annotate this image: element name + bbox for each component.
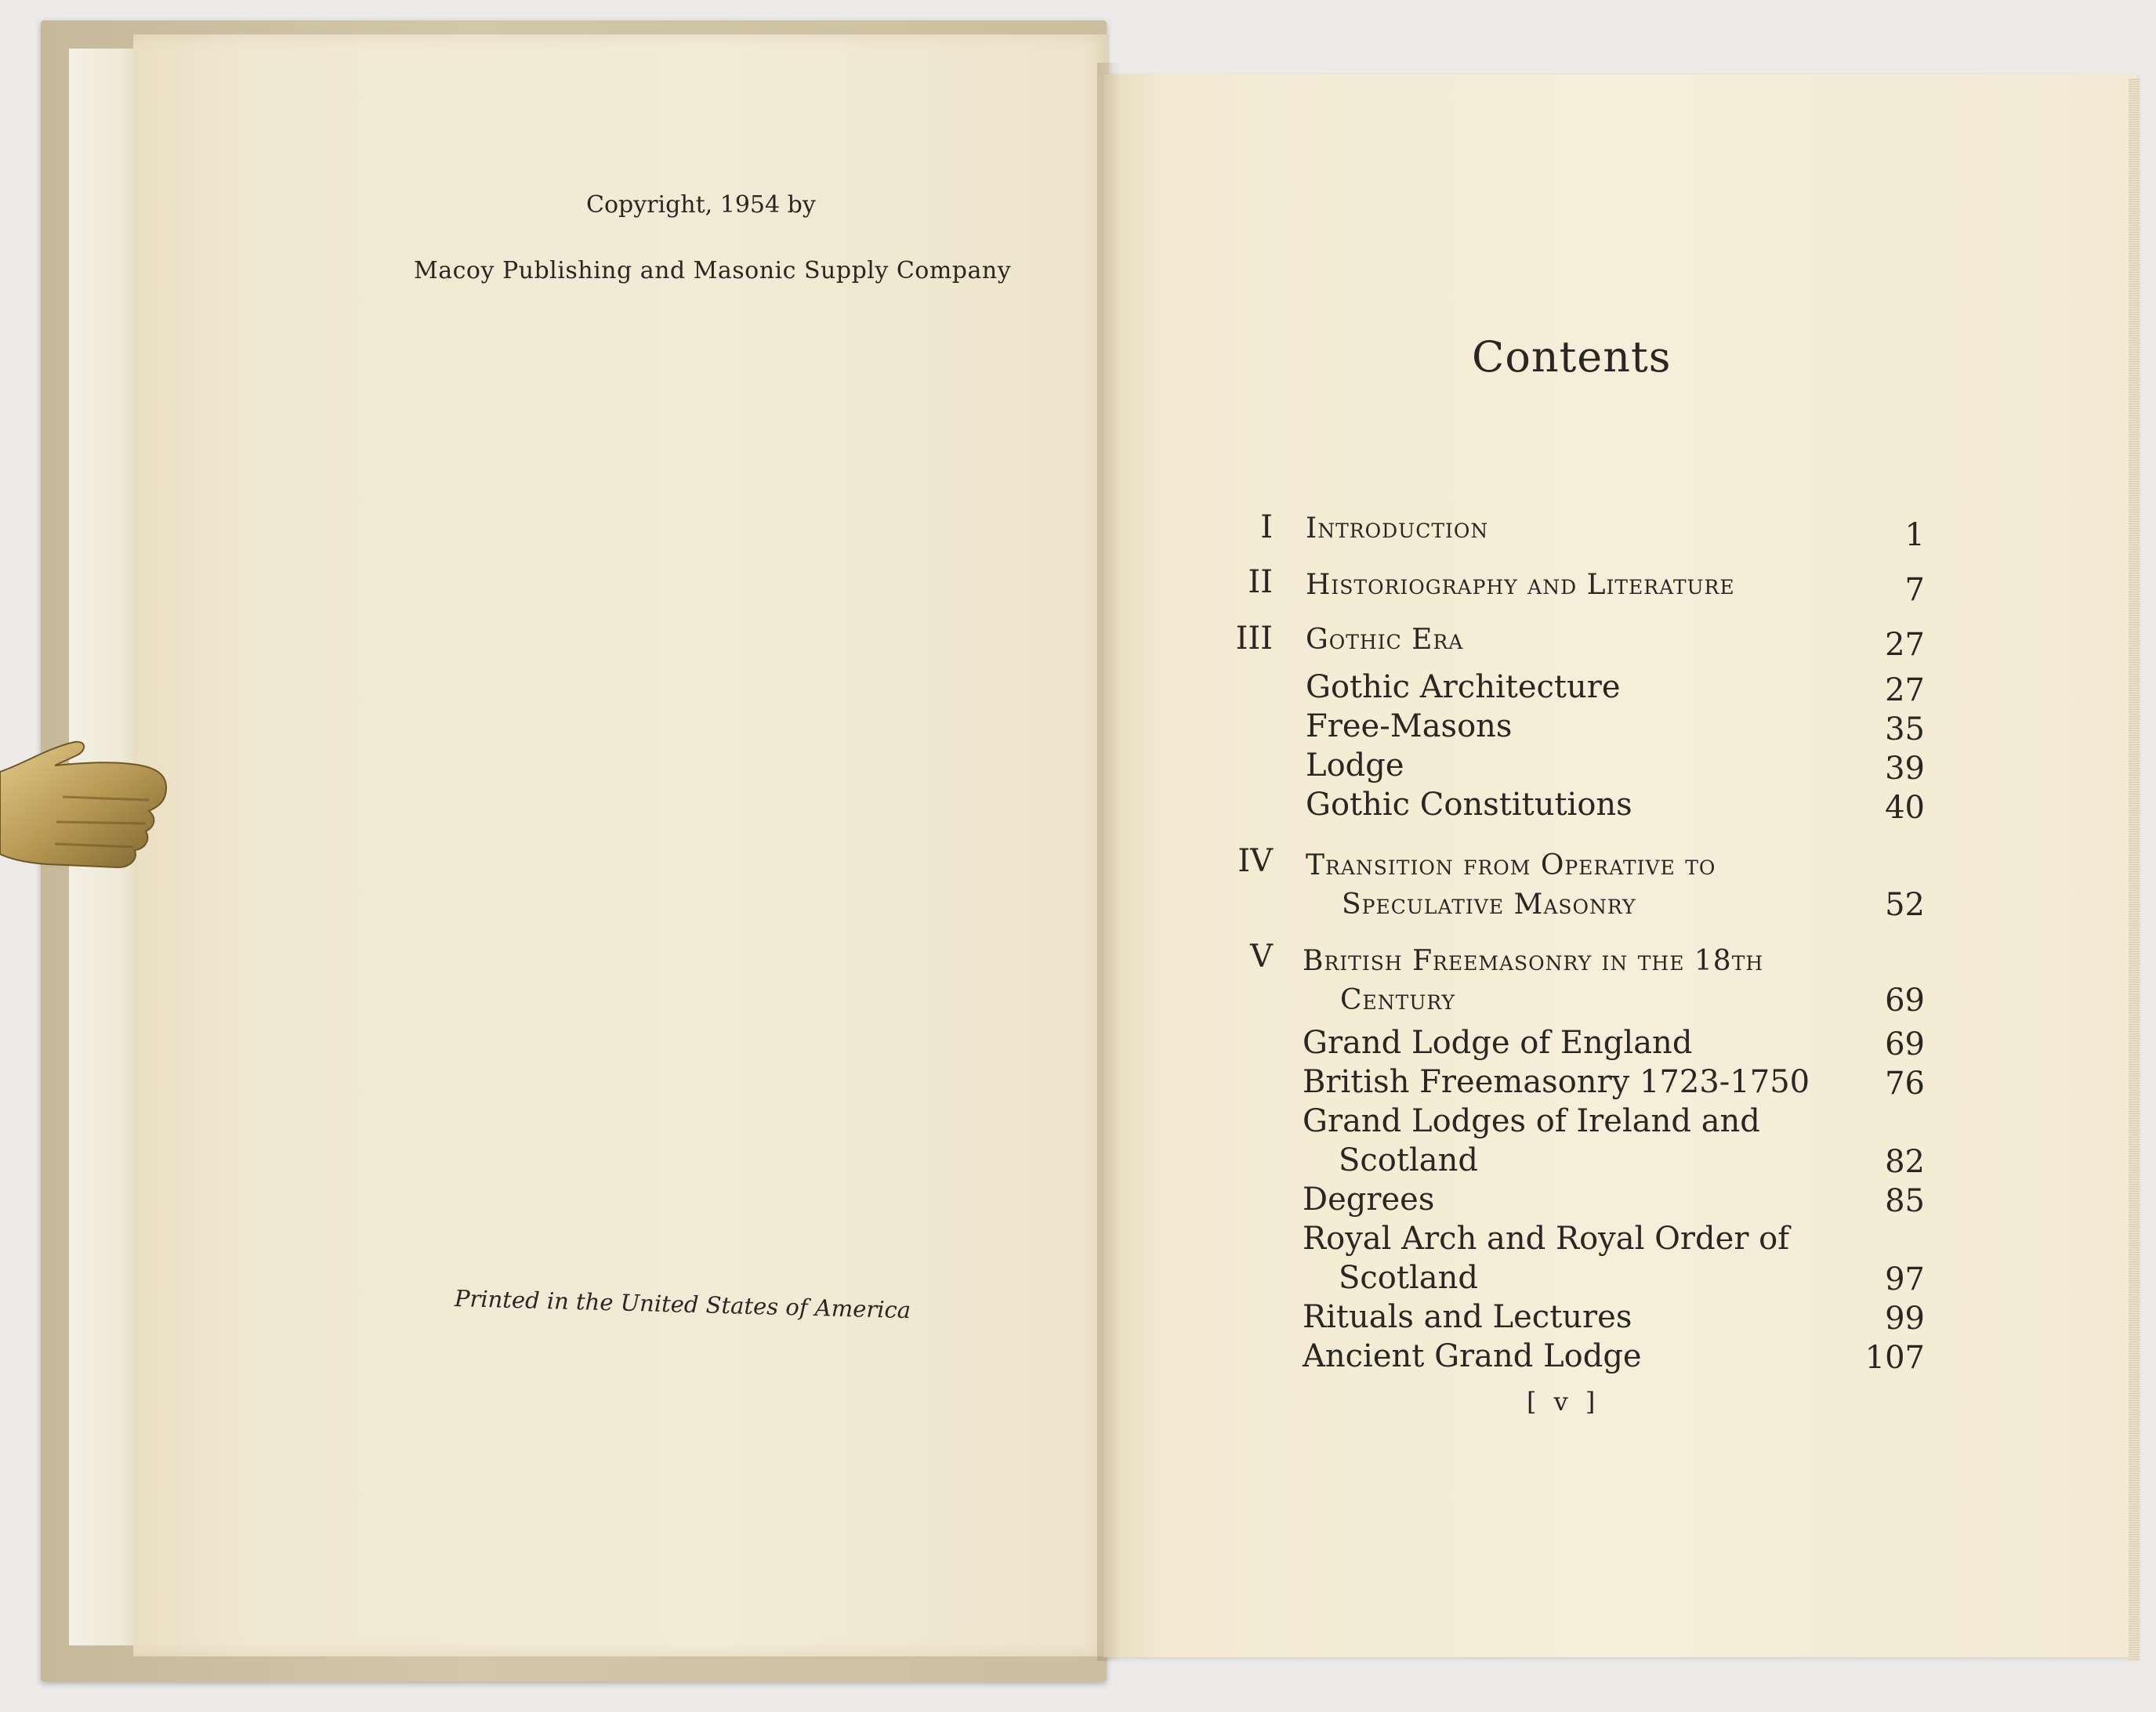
section-title: Royal Arch and Royal Order of xyxy=(1303,1221,1790,1257)
page-edges xyxy=(2129,78,2140,1661)
section-title: British Freemasonry 1723-1750 xyxy=(1303,1064,1810,1100)
page-number: 27 xyxy=(1885,627,1925,663)
section-title: Degrees xyxy=(1303,1182,1435,1218)
brass-hand-page-holder-icon xyxy=(0,725,172,897)
section-title: Gothic Constitutions xyxy=(1306,787,1632,823)
publisher-name: Macoy Publishing and Masonic Supply Company xyxy=(414,257,1012,284)
page-number: 97 xyxy=(1885,1261,1925,1298)
section-title-continued: Scotland xyxy=(1339,1260,1478,1296)
section-title: Gothic Architecture xyxy=(1306,669,1621,705)
page-number: 40 xyxy=(1885,790,1925,826)
page-number: 85 xyxy=(1885,1183,1925,1219)
page-number: 52 xyxy=(1885,887,1925,923)
page-number: 76 xyxy=(1885,1066,1925,1102)
copyright-line: Copyright, 1954 by xyxy=(586,191,816,219)
section-title: Free-Masons xyxy=(1306,708,1513,744)
page-number: 69 xyxy=(1885,983,1925,1019)
chapter-number: III xyxy=(1235,621,1273,657)
section-title: Lodge xyxy=(1306,747,1404,784)
printed-in-line: Printed in the United States of America xyxy=(454,1285,911,1324)
chapter-number: V xyxy=(1250,939,1273,975)
chapter-title: Gothic Era xyxy=(1306,624,1464,656)
chapter-title: British Freemasonry in the 18th xyxy=(1303,945,1764,977)
page-number: 35 xyxy=(1885,711,1925,747)
chapter-title-continued: Century xyxy=(1340,984,1455,1016)
section-title: Grand Lodge of England xyxy=(1303,1025,1693,1061)
page-number: 99 xyxy=(1885,1301,1925,1337)
chapter-title: Historiography and Literature xyxy=(1306,569,1735,601)
section-title-continued: Scotland xyxy=(1339,1142,1478,1178)
page-number: 27 xyxy=(1885,672,1925,708)
page-number: 69 xyxy=(1885,1026,1925,1062)
page-number: 39 xyxy=(1885,751,1925,787)
chapter-title: Introduction xyxy=(1306,512,1489,545)
chapter-number: IV xyxy=(1237,843,1273,879)
contents-title: Contents xyxy=(1472,332,1672,382)
page-number: 7 xyxy=(1904,572,1925,608)
chapter-title-continued: Speculative Masonry xyxy=(1342,889,1636,921)
page-number: 107 xyxy=(1864,1340,1925,1376)
chapter-number: I xyxy=(1260,509,1273,545)
page-folio: [ v ] xyxy=(1527,1387,1600,1417)
page-number: 1 xyxy=(1904,517,1925,553)
section-title: Grand Lodges of Ireland and xyxy=(1303,1103,1760,1139)
section-title: Ancient Grand Lodge xyxy=(1303,1338,1642,1374)
book-gutter xyxy=(1097,63,1121,1661)
page-number: 82 xyxy=(1885,1144,1925,1180)
chapter-number: II xyxy=(1248,564,1273,600)
section-title: Rituals and Lectures xyxy=(1303,1299,1632,1335)
chapter-title: Transition from Operative to xyxy=(1306,849,1716,881)
